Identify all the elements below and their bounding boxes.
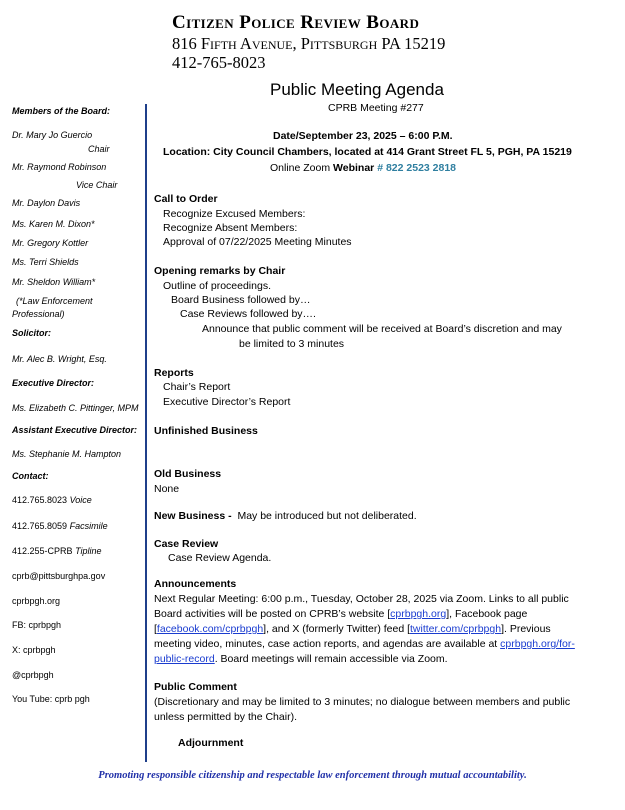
fax-number: 412.765.8059 xyxy=(12,521,68,531)
agenda-line: Board Business followed by… xyxy=(171,294,311,306)
at-handle: @cprbpgh xyxy=(12,670,54,680)
meeting-number: CPRB Meeting #277 xyxy=(328,102,424,114)
public-record-link[interactable]: cprbpgh.org/for- xyxy=(500,638,575,650)
agenda-line: unless permitted by the Chair). xyxy=(154,711,297,723)
solicitor-heading: Solicitor: xyxy=(12,328,52,338)
agenda-line: Recognize Excused Members: xyxy=(163,208,306,220)
fax-label: Facsimile xyxy=(69,521,108,531)
executive-director-heading: Executive Director: xyxy=(12,378,95,388)
facebook-link[interactable]: facebook.com/cprbpgh xyxy=(156,623,264,635)
new-business xyxy=(154,510,417,522)
contact-heading: Contact: xyxy=(12,471,49,481)
announcement-line: Next Regular Meeting: 6:00 p.m., Tuesday, October 28, 2025 via Zoom. Links to all public xyxy=(154,593,569,605)
voice-number: 412.765.8023 xyxy=(12,495,68,505)
facebook-handle: FB: cprbpgh xyxy=(12,620,62,630)
member-name: Ms. Terri Shields xyxy=(12,257,79,267)
agenda-line: Approval of 07/22/2025 Meeting Minutes xyxy=(163,236,352,248)
announcement-line xyxy=(154,653,448,665)
voice-contact xyxy=(12,495,92,505)
reports-heading: Reports xyxy=(154,367,194,379)
unfinished-business-heading: Unfinished Business xyxy=(154,425,258,437)
email-address: cprb@pittsburghpa.gov xyxy=(12,571,106,581)
fax-contact xyxy=(12,521,108,531)
new-business-heading: New Business - xyxy=(154,510,232,522)
agenda-line: None xyxy=(154,483,180,495)
agenda-line: Recognize Absent Members: xyxy=(163,222,298,234)
member-name: Dr. Mary Jo Guercio xyxy=(12,130,93,140)
public-record-link[interactable]: public-record xyxy=(154,653,215,665)
meeting-location: Location: City Council Chambers, located at 414 Grant Street FL 5, PGH, PA 15219 xyxy=(163,146,572,158)
executive-director-name: Ms. Elizabeth C. Pittinger, MPM xyxy=(12,403,139,413)
member-name: Mr. Sheldon William* xyxy=(12,277,96,287)
agenda-line: Outline of proceedings. xyxy=(163,280,271,292)
x-handle: X: cprbpgh xyxy=(12,645,56,655)
case-review-heading: Case Review xyxy=(154,538,219,550)
zoom-webinar: Webinar xyxy=(333,162,375,174)
announcement-text: ], and X (formerly Twitter) feed [ xyxy=(263,623,411,635)
announcement-text: [ xyxy=(154,623,157,635)
assistant-director-heading: Assistant Executive Director: xyxy=(12,425,138,435)
assistant-director-name: Ms. Stephanie M. Hampton xyxy=(12,449,122,459)
organization-phone: 412-765-8023 xyxy=(172,53,266,72)
announcement-text: . Board meetings will remain accessible via Zoom. xyxy=(214,653,448,665)
zoom-hash: # xyxy=(377,162,384,174)
member-name: Mr. Raymond Robinson xyxy=(12,162,107,172)
member-role: Chair xyxy=(88,144,110,154)
opening-heading: Opening remarks by Chair xyxy=(154,265,286,277)
agenda-line: (Discretionary and may be limited to 3 minutes; no dialogue between members and public xyxy=(154,696,571,708)
announcement-line xyxy=(154,623,551,635)
announcement-line xyxy=(154,608,527,620)
agenda-line: May be introduced but not deliberated. xyxy=(237,510,417,522)
tipline-contact xyxy=(12,546,102,556)
announcement-text: Board activities will be posted on CPRB’s website [ xyxy=(154,608,391,620)
voice-label: Voice xyxy=(69,495,92,505)
footer-motto: Promoting responsible citizenship and respectable law enforcement through mutual accountability. xyxy=(98,770,527,781)
member-role: Vice Chair xyxy=(76,180,118,190)
cprbpgh-link[interactable]: cprbpgh.org xyxy=(390,608,447,620)
organization-address: 816 Fifth Avenue, Pittsburgh PA 15219 xyxy=(172,34,446,53)
agenda-line: Announce that public comment will be received at Board’s discretion and may xyxy=(202,323,562,335)
zoom-info xyxy=(270,162,456,174)
zoom-number: 822 2523 2818 xyxy=(385,162,457,174)
announcement-text: ]. Previous xyxy=(501,623,551,635)
youtube-handle: You Tube: cprb pgh xyxy=(12,694,90,704)
organization-name: Citizen Police Review Board xyxy=(172,12,420,33)
website: cprbpgh.org xyxy=(12,596,61,606)
tipline-label: Tipline xyxy=(75,546,102,556)
member-name: Mr. Gregory Kottler xyxy=(12,238,89,248)
agenda-line: Case Review Agenda. xyxy=(168,552,272,564)
announcement-text: meeting video, minutes, case action reports, and agendas are available at xyxy=(154,638,501,650)
call-to-order-heading: Call to Order xyxy=(154,193,218,205)
members-heading: Members of the Board: xyxy=(12,106,111,116)
solicitor-name: Mr. Alec B. Wright, Esq. xyxy=(12,354,107,364)
sidebar-divider xyxy=(145,104,147,762)
tipline-number: 412.255-CPRB xyxy=(12,546,73,556)
meeting-date: Date/September 23, 2025 – 6:00 P.M. xyxy=(273,130,453,142)
zoom-prefix: Online Zoom xyxy=(270,162,331,174)
announcement-text: ], Facebook page xyxy=(446,608,528,620)
member-name: Mr. Daylon Davis xyxy=(12,198,81,208)
adjournment-heading: Adjournment xyxy=(178,737,244,749)
law-enforcement-note: (*Law Enforcement xyxy=(16,296,93,306)
member-name: Ms. Karen M. Dixon* xyxy=(12,219,95,229)
announcement-line xyxy=(154,638,575,650)
agenda-line: Chair’s Report xyxy=(163,381,231,393)
twitter-link[interactable]: twitter.com/cprbpgh xyxy=(410,623,502,635)
agenda-title: Public Meeting Agenda xyxy=(270,80,444,99)
agenda-line: Case Reviews followed by…. xyxy=(180,308,316,320)
law-enforcement-note: Professional) xyxy=(12,309,65,319)
letterhead xyxy=(172,12,445,72)
agenda-line: Executive Director’s Report xyxy=(163,396,291,408)
public-comment-heading: Public Comment xyxy=(154,681,237,693)
old-business-heading: Old Business xyxy=(154,468,222,480)
announcements-heading: Announcements xyxy=(154,578,237,590)
agenda-line: be limited to 3 minutes xyxy=(239,338,345,350)
